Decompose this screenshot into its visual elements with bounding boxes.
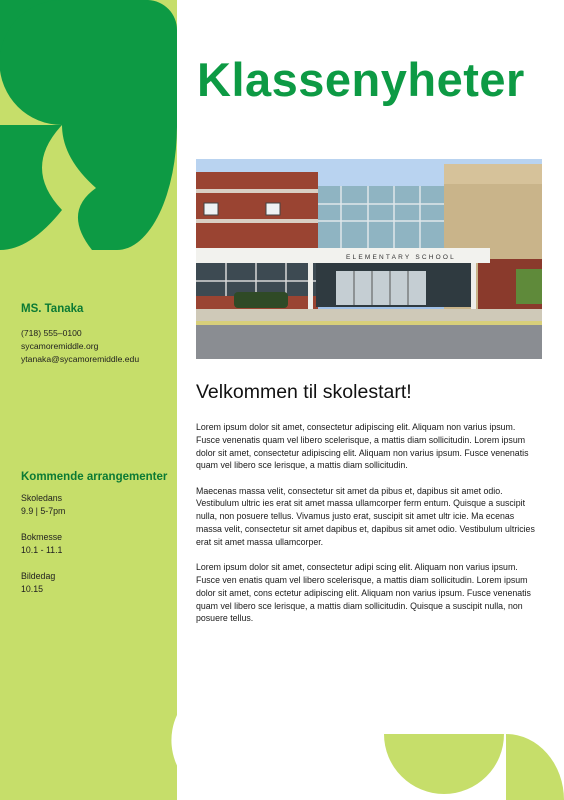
event-name: Bokmesse [21, 532, 63, 542]
school-sign: ELEMENTARY SCHOOL [345, 254, 457, 261]
decorative-shapes [0, 0, 177, 250]
phone-number: (718) 555–0100 [21, 328, 82, 338]
article-body [196, 421, 536, 638]
school-photo [196, 159, 542, 359]
teacher-name: MS. Tanaka [21, 303, 84, 315]
events-heading: Kommende arrangementer [21, 471, 168, 483]
contact-card [21, 303, 171, 366]
event-date: 10.1 - 11.1 [21, 545, 63, 555]
email-link[interactable]: ytanaka@sycamoremiddle.edu [21, 354, 140, 364]
page-title: Klassenyheter [197, 53, 525, 106]
upcoming-events [21, 469, 171, 609]
event-name: Skoledans [21, 493, 63, 503]
website-link[interactable]: sycamoremiddle.org [21, 341, 99, 351]
paragraph: Lorem ipsum dolor sit amet, consectetur adipi scing elit. Aliquam non varius ipsum. Fusce ven enatis quam vel libero scelerisque, a mattis diam sollicitudin. Lorem ipsum dolor sit amet, cons ectetur adipiscing elit. Aliquam non varius ipsum. Fusce venenatis quam vel libero sce lerisque, a mattis diam sollicitudin. Quisque a suscipit nulla, non posuere tellus. [196, 562, 531, 624]
bottom-decorative-shapes [0, 700, 564, 800]
event-date: 10.15 [21, 584, 44, 594]
event-date: 9.9 | 5-7pm [21, 506, 66, 516]
article-headline: Velkommen til skolestart! [196, 381, 412, 403]
event-name: Bildedag [21, 571, 56, 581]
paragraph: Lorem ipsum dolor sit amet, consectetur adipiscing elit. Aliquam non varius ipsum. Fusce venenatis quam vel libero scelerisque, a mattis diam sollicitudin. Lorem ipsum dolor sit amet, consectetur adipiscing elit. Aliquam non varius ipsum. Fusce venenatis quam vel libero sce lerisque, a mattis diam sollicitudin. [196, 422, 529, 471]
event-item [21, 492, 171, 518]
paragraph: Maecenas massa velit, consectetur sit amet da pibus et, dapibus sit amet odio. Vestibulum ultric ies erat sit amet massa ullamcorper ferm entum. Quisque a suscipit nulla, non posuere tellus. Vivamus justo erat, suscipit sit amet ultr icie. Ma ecenas massa velit, consectetur sit amet dapibus et, dapibus sit amet odio. Vestibulum ultricies erat sit amet massa ullamcorper. [196, 485, 535, 547]
event-item [21, 531, 171, 557]
event-item [21, 570, 171, 596]
